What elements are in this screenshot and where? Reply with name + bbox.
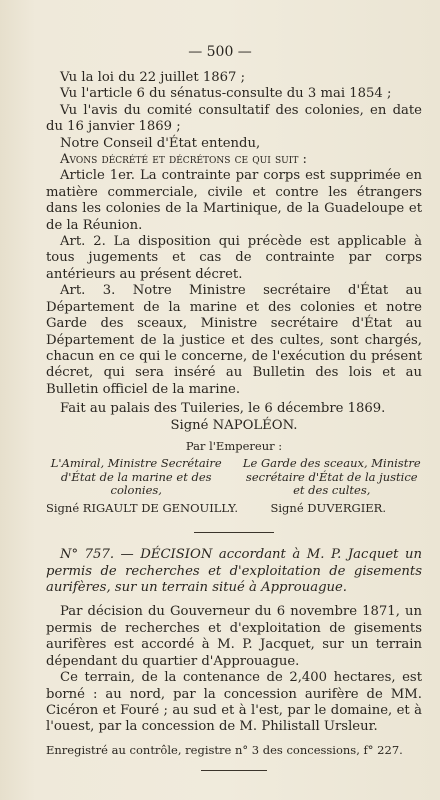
signed-left: Signé RIGAULT DE GENOUILLY. [46, 500, 239, 515]
document-body [46, 70, 422, 785]
decision-paragraph-2: Ce terrain, de la contenance de 2,400 hectares, est borné : au nord, par la concession aurifère de MM. Cicéron et Fouré ; au sud et à l'est, par le domaine, et à l'ouest, par la concession de M. Philistall Ursleur. [46, 670, 422, 735]
signed-right: Signé DUVERGIER. [270, 500, 386, 515]
decision-paragraph-1: Par décision du Gouverneur du 6 novembre 1871, un permis de recherches et d'exploitation de gisements aurifères est accordé à M. P. Jacquet, sur un terrain dépendant du quartier d'Approuague. [46, 604, 422, 669]
ministers-titles [46, 457, 422, 498]
done-at: Fait au palais des Tuileries, le 6 décembre 1869. [60, 401, 386, 417]
signed-emperor: Signé NAPOLÉON. [170, 417, 298, 433]
preamble-line: Vu l'article 6 du sénatus-consulte du 3 mai 1854 ; [60, 86, 392, 102]
preamble-line: Vu la loi du 22 juillet 1867 ; [60, 70, 246, 85]
article-2: Art. 2. La disposition qui précède est applicable à tous jugements et cas de contrainte par corps antérieurs au présent décret. [46, 234, 422, 282]
ministers-signatures [46, 500, 422, 516]
preamble-line: Vu l'avis du comité consultatif des colonies, en date du 16 janvier 1869 ; [46, 102, 422, 135]
end-divider [201, 770, 267, 771]
preamble-line: Notre Conseil d'État entendu, [60, 135, 261, 151]
by-emperor: Par l'Empereur : [185, 438, 283, 453]
section-divider [194, 532, 274, 533]
decree-intro: Avons décrété et décrétons ce qui suit : [60, 152, 307, 168]
article-1: Article 1er. La contrainte par corps est supprimée en matière commerciale, civile et contre les étrangers dans les colonies de la Martinique, de la Guadeloupe et de la Réunion. [46, 168, 422, 233]
article-3: Art. 3. Notre Ministre secrétaire d'État au Département de la marine et des colonies et notre Garde des sceaux, Ministre secrétaire d'État au Département de la justice et des cultes, sont chargés, chacun en ce qui le concerne, de l'exécution du présent décret, qui sera inséré au Bulletin des lois et au Bulletin officiel de la marine. [46, 283, 422, 397]
minister-left-title: L'Amiral, Ministre Secrétaire d'État de la marine et des colonies, [50, 456, 222, 498]
page-number: — 500 — [188, 44, 252, 60]
minister-right-title: Le Garde des sceaux, Ministre secrétaire d'État de la justice et des cultes, [242, 456, 421, 498]
decision-heading: N° 757. — DÉCISION accordant à M. P. Jacquet un permis de recherches et d'exploitation de gisements aurifères, sur un terrain situé à Approuague. [46, 547, 422, 596]
registration-note: Enregistré au contrôle, registre n° 3 des concessions, f° 227. [46, 742, 403, 757]
